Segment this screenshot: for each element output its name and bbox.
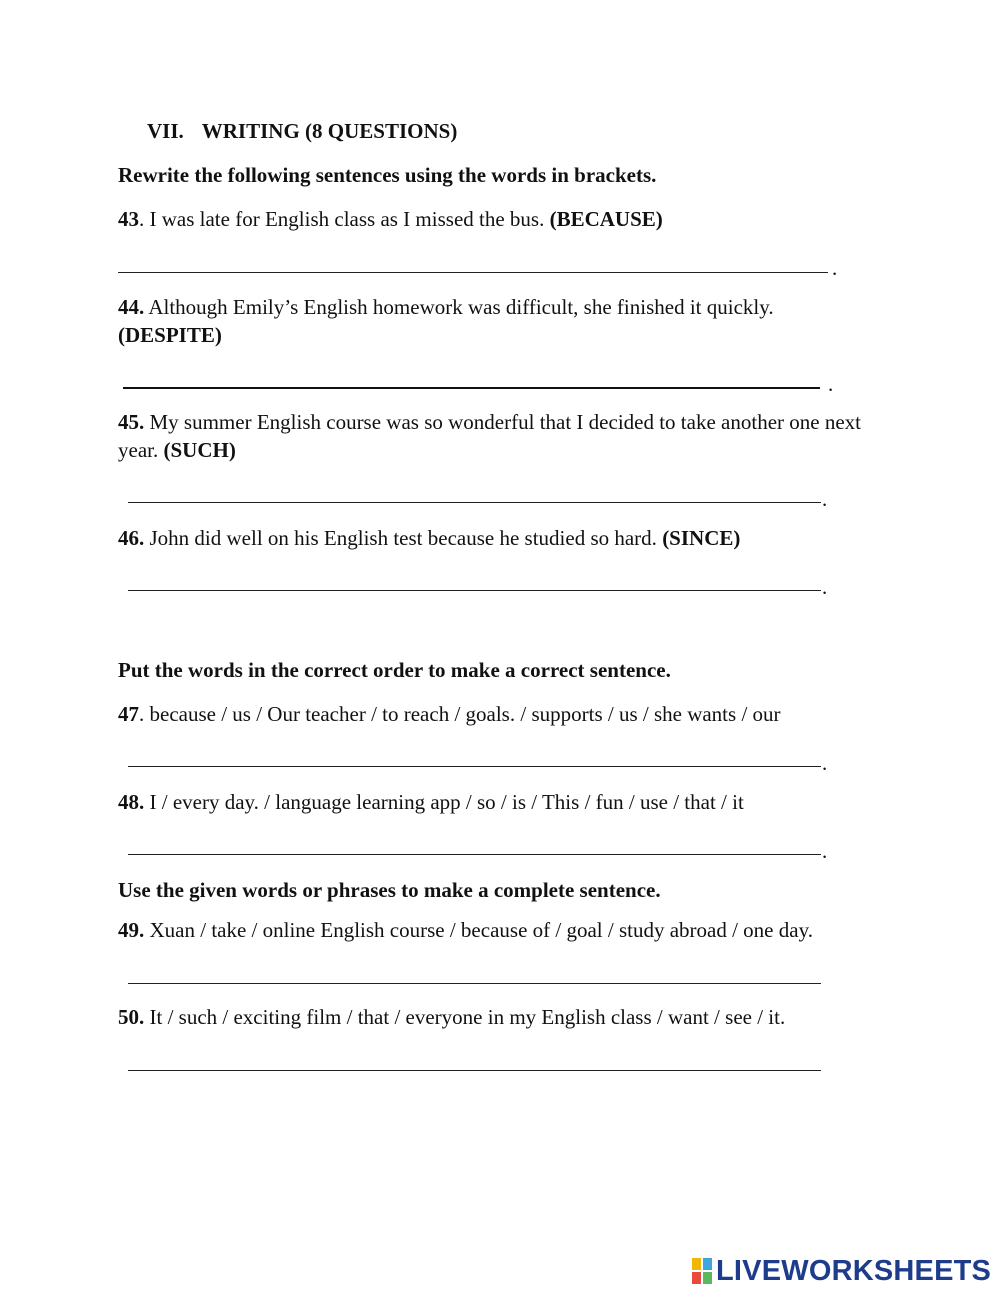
answer-line-50[interactable] <box>128 1070 821 1071</box>
question-number: 45. <box>118 410 145 434</box>
question-text: My summer English course was so wonderful that I decided to take another one next year. <box>118 410 861 462</box>
keyword: (BECAUSE) <box>549 207 663 231</box>
section-numeral: VII. <box>147 119 184 143</box>
question-number: 46. <box>118 526 145 550</box>
question-49 <box>118 916 813 944</box>
section-title: WRITING (8 QUESTIONS) <box>201 119 458 143</box>
question-50 <box>118 1003 785 1031</box>
answer-line-48[interactable] <box>128 854 821 855</box>
liveworksheets-logo-icon <box>692 1258 712 1284</box>
keyword: (DESPITE) <box>118 323 222 347</box>
question-46 <box>118 524 740 552</box>
instruction-rewrite: Rewrite the following sentences using the words in brackets. <box>118 163 657 187</box>
answer-period: . <box>822 751 828 775</box>
answer-line-44[interactable] <box>123 387 820 389</box>
answer-period: . <box>822 575 828 599</box>
instruction-order: Put the words in the correct order to make a correct sentence. <box>118 658 671 682</box>
section-heading <box>147 117 457 145</box>
answer-period: . <box>832 256 838 280</box>
answer-period: . <box>822 839 828 863</box>
liveworksheets-wordmark: LIVEWORKSHEETS <box>716 1255 992 1287</box>
question-text: John did well on his English test because he studied so hard. <box>149 526 663 550</box>
answer-line-46[interactable] <box>128 590 821 591</box>
question-number: 48. <box>118 790 145 814</box>
question-number: 50. <box>118 1005 145 1029</box>
question-43: 43. I was late for English class as I missed the bus. (BECAUSE) <box>118 207 663 231</box>
question-text: I / every day. / language learning app / so / is / This / fun / use / that / it <box>149 790 744 814</box>
question-number: 47 <box>118 702 139 726</box>
instruction-complete: Use the given words or phrases to make a complete sentence. <box>118 878 661 902</box>
answer-line-45[interactable] <box>128 502 821 503</box>
question-47: 47. because / us / Our teacher / to reach / goals. / supports / us / she wants / our <box>118 702 781 726</box>
liveworksheets-logo <box>692 1254 992 1288</box>
question-number: 43 <box>118 207 139 231</box>
question-text: because / us / Our teacher / to reach / goals. / supports / us / she wants / our <box>149 702 781 726</box>
question-text: Although Emily’s English homework was difficult, she finished it quickly. <box>148 295 774 319</box>
keyword: (SUCH) <box>163 438 236 462</box>
question-number: 44. <box>118 295 145 319</box>
answer-line-47[interactable] <box>128 766 821 767</box>
answer-period: . <box>822 487 828 511</box>
question-text: It / such / exciting film / that / everyone in my English class / want / see / it. <box>149 1005 786 1029</box>
answer-line-49[interactable] <box>128 983 821 984</box>
answer-period: . <box>828 372 834 396</box>
question-number: 49. <box>118 918 145 942</box>
question-text: Xuan / take / online English course / because of / goal / study abroad / one day. <box>149 918 813 942</box>
question-text: I was late for English class as I missed the bus. <box>149 207 550 231</box>
question-44 <box>118 293 878 349</box>
question-48 <box>118 788 744 816</box>
answer-line-43[interactable] <box>118 272 828 273</box>
keyword: (SINCE) <box>662 526 741 550</box>
question-45 <box>118 408 893 464</box>
